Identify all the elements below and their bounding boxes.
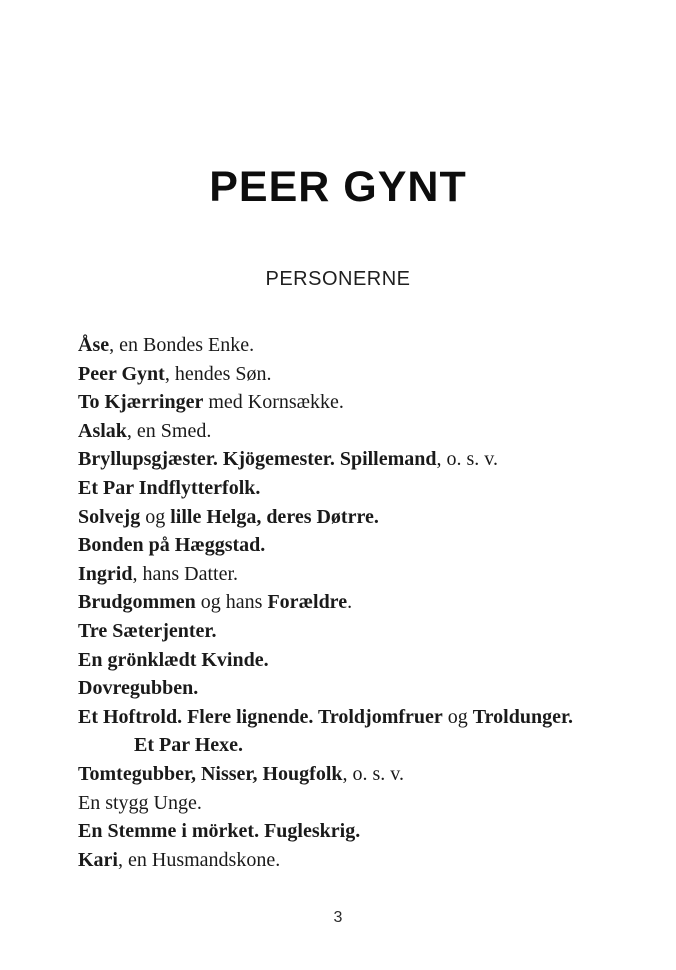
character-segment: Bonden på Hæggstad.: [78, 534, 266, 557]
page-number: 3: [333, 909, 343, 926]
character-line: [78, 760, 626, 789]
character-segment: Et Par Hexe.: [134, 734, 244, 757]
character-segment: Brudgommen: [78, 591, 196, 614]
character-segment: En grönklædt Kvinde.: [78, 648, 269, 671]
character-segment: , o. s. v.: [436, 448, 498, 471]
character-segment: En Stemme i mörket. Fugleskrig.: [78, 820, 361, 843]
character-line: [78, 703, 626, 732]
character-line: [78, 388, 626, 417]
character-segment: , en Bondes Enke.: [109, 334, 255, 356]
character-segment: Troldunger.: [472, 705, 573, 728]
character-segment: Åse: [78, 334, 110, 356]
character-segment: , en Husmandskone.: [118, 848, 281, 871]
character-segment: Forældre: [267, 591, 348, 614]
character-segment: lille Helga, deres Døtrre.: [170, 505, 379, 528]
character-segment: Et Par Indflytterfolk.: [78, 476, 261, 499]
character-list: [78, 331, 626, 874]
character-line: [78, 646, 626, 675]
character-segment: , en Smed.: [126, 419, 212, 442]
character-segment: Aslak: [78, 419, 127, 442]
character-segment: med Kornsække.: [203, 391, 344, 414]
character-segment: Tomtegubber, Nisser, Hougfolk: [78, 762, 343, 785]
character-line: [78, 445, 626, 474]
section-heading-personerne: PERSONERNE: [265, 268, 411, 290]
character-segment: Dovregubben.: [78, 677, 199, 700]
character-line: [78, 789, 626, 818]
character-segment: Tre Sæterjenter.: [78, 619, 217, 642]
character-segment: , hendes Søn.: [164, 362, 272, 385]
character-line: [78, 560, 626, 589]
character-line: [78, 417, 626, 446]
character-segment: og: [140, 505, 171, 528]
character-segment: En stygg Unge.: [78, 791, 202, 814]
character-line: [78, 331, 626, 360]
character-segment: .: [347, 591, 353, 614]
character-segment: Kari: [78, 848, 118, 871]
character-line: [78, 674, 626, 703]
character-segment: To Kjærringer: [78, 391, 204, 414]
page-title: PEER GYNT: [209, 163, 467, 211]
character-line: [78, 360, 626, 389]
character-line: [78, 588, 626, 617]
character-segment: , o. s. v.: [342, 762, 404, 785]
character-line: [78, 503, 626, 532]
character-line: [78, 731, 626, 760]
character-line: [78, 474, 626, 503]
character-segment: Peer Gynt: [78, 362, 165, 385]
character-segment: Bryllupsgjæster. Kjögemester. Spillemand: [78, 448, 437, 471]
character-segment: , hans Datter.: [132, 562, 238, 585]
character-segment: Et Hoftrold. Flere lignende. Troldjomfruer: [78, 705, 443, 728]
character-segment: og: [442, 705, 473, 728]
character-line: [78, 817, 626, 846]
character-line: [78, 617, 626, 646]
character-line: [78, 846, 626, 875]
character-line: [78, 531, 626, 560]
character-segment: Ingrid: [78, 562, 133, 585]
character-segment: og hans: [195, 591, 268, 614]
character-segment: Solvejg: [78, 505, 141, 528]
